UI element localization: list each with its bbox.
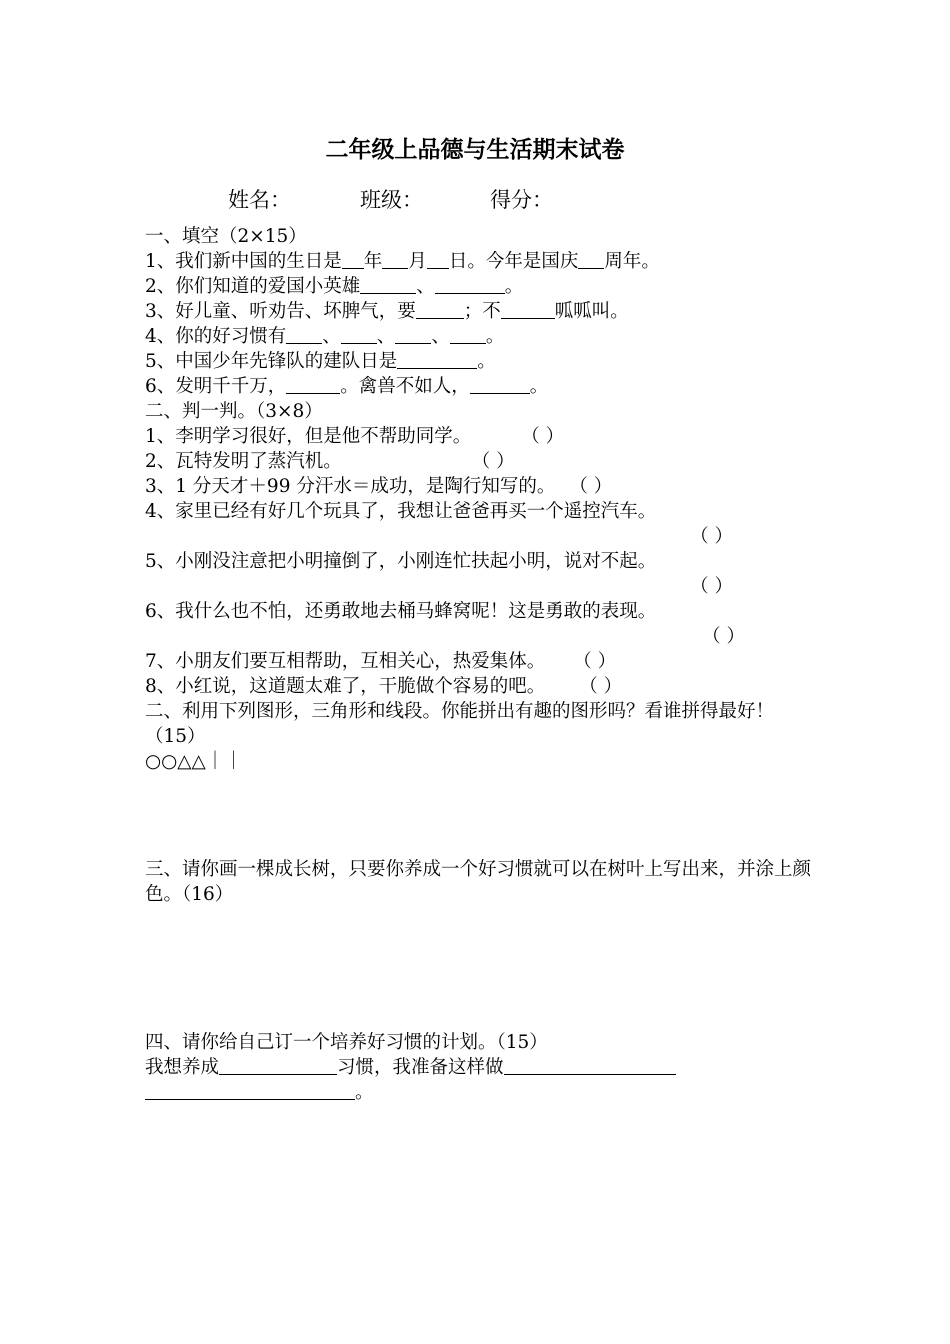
fill-question-3: 3、好儿童、听劝告、坏脾气，要 ；不 呱呱叫。 (145, 301, 629, 322)
answer-paren[interactable]: （ ） (702, 626, 745, 647)
answer-blank[interactable] (578, 250, 604, 269)
answer-paren[interactable]: （ ） (573, 651, 617, 672)
answer-paren[interactable]: （ ） (471, 451, 515, 472)
answer-blank[interactable] (501, 300, 555, 319)
answer-blank[interactable] (286, 325, 322, 344)
answer-blank[interactable] (286, 375, 340, 394)
judge-question-5: 5、小刚没注意把小明撞倒了，小刚连忙扶起小明，说对不起。 (145, 551, 657, 572)
plan-blank[interactable] (145, 1081, 355, 1100)
answer-paren[interactable]: （ ） (690, 576, 733, 597)
drawing-area-tree[interactable] (145, 907, 813, 1030)
answer-blank[interactable] (341, 325, 377, 344)
fill-question-6: 6、发明千千万， 。禽兽不如人， 。 (145, 376, 549, 397)
drawing-area-shapes[interactable] (145, 774, 813, 857)
tree-section-heading: 三、请你画一棵成长树，只要你养成一个好习惯就可以在树叶上写出来，并涂上颜色。（16） (145, 859, 812, 905)
judge-question-2: 2、瓦特发明了蒸汽机。 （ ） (145, 451, 515, 472)
judge-question-8: 8、小红说，这道题太难了，干脆做个容易的吧。 （ ） (145, 676, 623, 697)
section-2-heading: 二、判一判。（3×8） (145, 401, 323, 422)
plan-line-2: 。 (145, 1080, 813, 1105)
answer-blank[interactable] (397, 350, 477, 369)
section-1-heading: 一、填空（2×15） (145, 226, 307, 247)
exam-body (145, 224, 813, 1105)
answer-blank[interactable] (435, 275, 505, 294)
answer-blank[interactable] (342, 250, 364, 269)
answer-blank[interactable] (395, 325, 431, 344)
score-label: 得分： (490, 188, 553, 212)
page-title: 二年级上品德与生活期末试卷 (325, 137, 625, 163)
judge-question-3: 3、1 分天才＋99 分汗水＝成功，是陶行知写的。 （ ） (145, 476, 613, 497)
judge-question-1: 1、李明学习很好，但是他不帮助同学。 （ ） (145, 426, 565, 447)
judge-question-7: 7、小朋友们要互相帮助，互相关心，热爱集体。 （ ） (145, 651, 617, 672)
answer-paren[interactable]: （ ） (690, 526, 733, 547)
answer-paren[interactable]: （ ） (569, 476, 613, 497)
class-label: 班级： (360, 188, 423, 212)
habit-blank[interactable] (219, 1056, 337, 1075)
shapes-section-heading: 二、利用下列图形，三角形和线段。你能拼出有趣的图形吗？看谁拼得最好！（15） (145, 701, 775, 747)
answer-blank[interactable] (427, 250, 449, 269)
answer-paren[interactable]: （ ） (521, 426, 565, 447)
fill-question-5: 5、中国少年先锋队的建队日是 。 (145, 351, 496, 372)
fill-question-2: 2、你们知道的爱国小英雄 、 。 (145, 276, 524, 297)
plan-section-heading: 四、请你给自己订一个培养好习惯的计划。（15） (145, 1032, 548, 1053)
name-label: 姓名： (228, 188, 291, 212)
judge-question-4: 4、家里已经有好几个玩具了，我想让爸爸再买一个遥控汽车。 (145, 501, 657, 522)
answer-blank[interactable] (382, 250, 408, 269)
student-info-row (0, 183, 950, 217)
fill-question-4: 4、你的好习惯有 、 、 、 。 (145, 326, 505, 347)
answer-paren[interactable]: （ ） (579, 676, 623, 697)
judge-question-6: 6、我什么也不怕，还勇敢地去桶马蜂窝呢！这是勇敢的表现。 (145, 601, 657, 622)
plan-blank[interactable] (504, 1056, 676, 1075)
fill-question-1: 1、我们新中国的生日是 年 月 日。今年是国庆 周年。 (145, 251, 660, 272)
plan-line-1: 我想养成 习惯，我准备这样做 (145, 1055, 813, 1080)
answer-blank[interactable] (470, 375, 530, 394)
shapes-row: ○○△△｜｜ (145, 751, 243, 772)
answer-blank[interactable] (416, 300, 464, 319)
answer-blank[interactable] (450, 325, 486, 344)
answer-blank[interactable] (360, 275, 416, 294)
